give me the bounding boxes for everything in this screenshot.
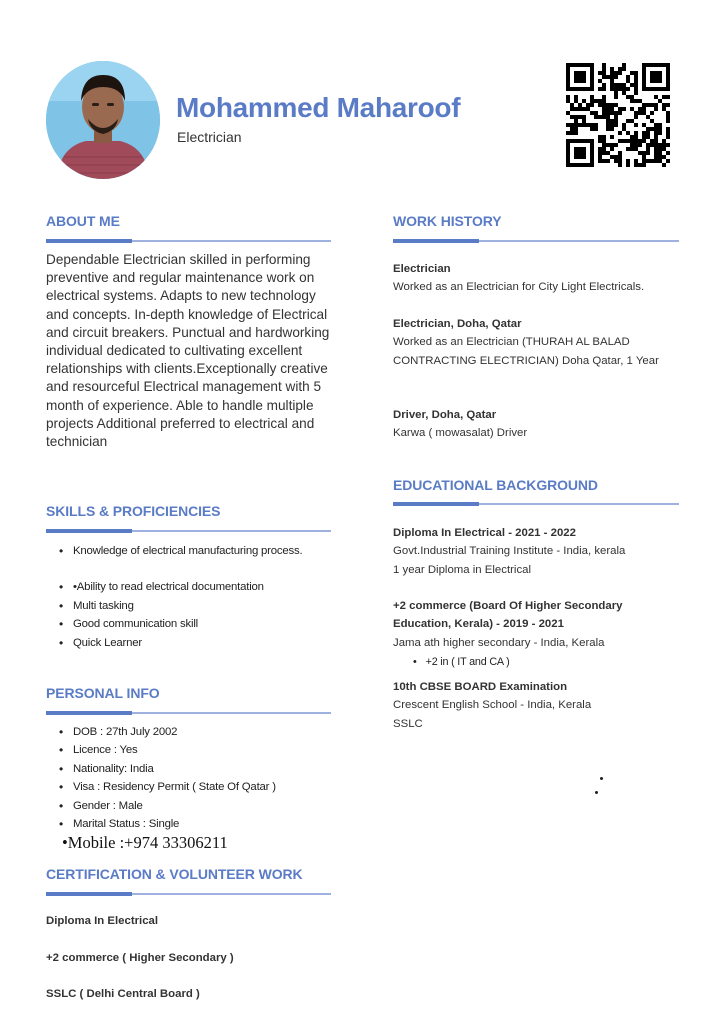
skills-section-title: SKILLS & PROFICIENCIES	[46, 503, 221, 519]
work-entry-title: Electrician, Doha, Qatar	[393, 318, 522, 330]
certification-section-rule	[46, 893, 331, 895]
list-item: • DOB : 27th July 2002	[46, 723, 346, 741]
education-entry-school: Jama ath higher secondary - India, Kerala	[393, 636, 605, 649]
education-entry	[393, 597, 683, 652]
decorative-dot	[600, 777, 603, 780]
personal-info-list	[46, 723, 346, 833]
work-section-rule	[393, 240, 679, 242]
work-entry-title: Electrician	[393, 263, 451, 275]
work-entry-text: Worked as an Electrician (THURAH AL BALAD CONTRACTING ELECTRICIAN) Doha Qatar, 1 Year	[393, 336, 659, 367]
education-entry-title: Diploma In Electrical - 2021 - 2022	[393, 527, 576, 539]
list-item: • Licence : Yes	[46, 741, 346, 759]
list-item: • Good communication skill	[46, 615, 346, 633]
profile-photo-image	[46, 61, 160, 179]
certification-item: Diploma In Electrical	[46, 915, 159, 927]
list-item: • Visa : Residency Permit ( State Of Qatar )	[46, 778, 346, 796]
list-item: • Nationality: India	[46, 760, 346, 778]
education-entry-title: Education, Kerala) - 2019 - 2021	[393, 618, 564, 631]
personal-section-rule	[46, 712, 331, 714]
work-entry-title: Driver, Doha, Qatar	[393, 409, 497, 421]
work-entry	[393, 260, 683, 297]
education-entry-detail: SSLC	[393, 717, 423, 730]
education-entry-school: Crescent English School - India, Kerala	[393, 699, 592, 712]
skills-section-rule	[46, 530, 331, 532]
education-entry	[393, 678, 683, 733]
work-entry-text: Karwa ( mowasalat) Driver	[393, 427, 528, 440]
list-item: • •Ability to read electrical documentation	[46, 578, 346, 596]
education-entry-title: 10th CBSE BOARD Examination	[393, 681, 568, 693]
mobile-number: •Mobile :+974 33306211	[62, 833, 228, 852]
candidate-name: Mohammed Maharoof	[176, 92, 461, 123]
about-section-title: ABOUT ME	[46, 213, 120, 229]
work-section-title: WORK HISTORY	[393, 213, 502, 229]
education-section-title: EDUCATIONAL BACKGROUND	[393, 477, 598, 493]
list-item: • Multi tasking	[46, 597, 346, 615]
certification-section-title: CERTIFICATION & VOLUNTEER WORK	[46, 866, 303, 882]
certification-item: SSLC ( Delhi Central Board )	[46, 988, 200, 1000]
personal-section-title: PERSONAL INFO	[46, 685, 160, 701]
work-entry	[393, 315, 663, 370]
education-section-rule	[393, 503, 679, 505]
list-item: • Marital Status : Single	[46, 815, 346, 833]
education-entry-title: +2 commerce (Board Of Higher Secondary	[393, 600, 623, 612]
list-item: • Quick Learner	[46, 634, 346, 652]
education-entry-school: Govt.Industrial Training Institute - India, kerala	[393, 545, 626, 558]
profile-photo	[46, 61, 160, 179]
about-text: Dependable Electrician skilled in performing preventive and regular maintenance work on electrical systems. Adapts to new technology and concepts. In-depth knowledge of Electrical and circuit breakers. Punctual and hardworking individual dedicated to cultivating excellent relationships with clients.Exceptionally creative and resourceful Electrical management with 5 month of experience. Able to handle multiple projects Additional preferred to electrical and technician	[46, 252, 330, 450]
list-item: • Gender : Male	[46, 797, 346, 815]
about-section-rule	[46, 240, 331, 242]
qr-code-icon	[566, 63, 670, 167]
education-entry-detail: 1 year Diploma in Electrical	[393, 563, 532, 576]
work-entry	[393, 406, 683, 443]
candidate-role: Electrician	[177, 129, 242, 145]
list-item: • Knowledge of electrical manufacturing process.	[46, 542, 346, 560]
decorative-dot	[595, 791, 598, 794]
work-entry-text: Worked as an Electrician for City Light Electricals.	[393, 281, 645, 294]
education-bullet: • +2 in ( IT and CA )	[413, 656, 510, 668]
skills-list	[46, 542, 346, 652]
education-entry	[393, 524, 683, 579]
certification-item: +2 commerce ( Higher Secondary )	[46, 952, 234, 964]
